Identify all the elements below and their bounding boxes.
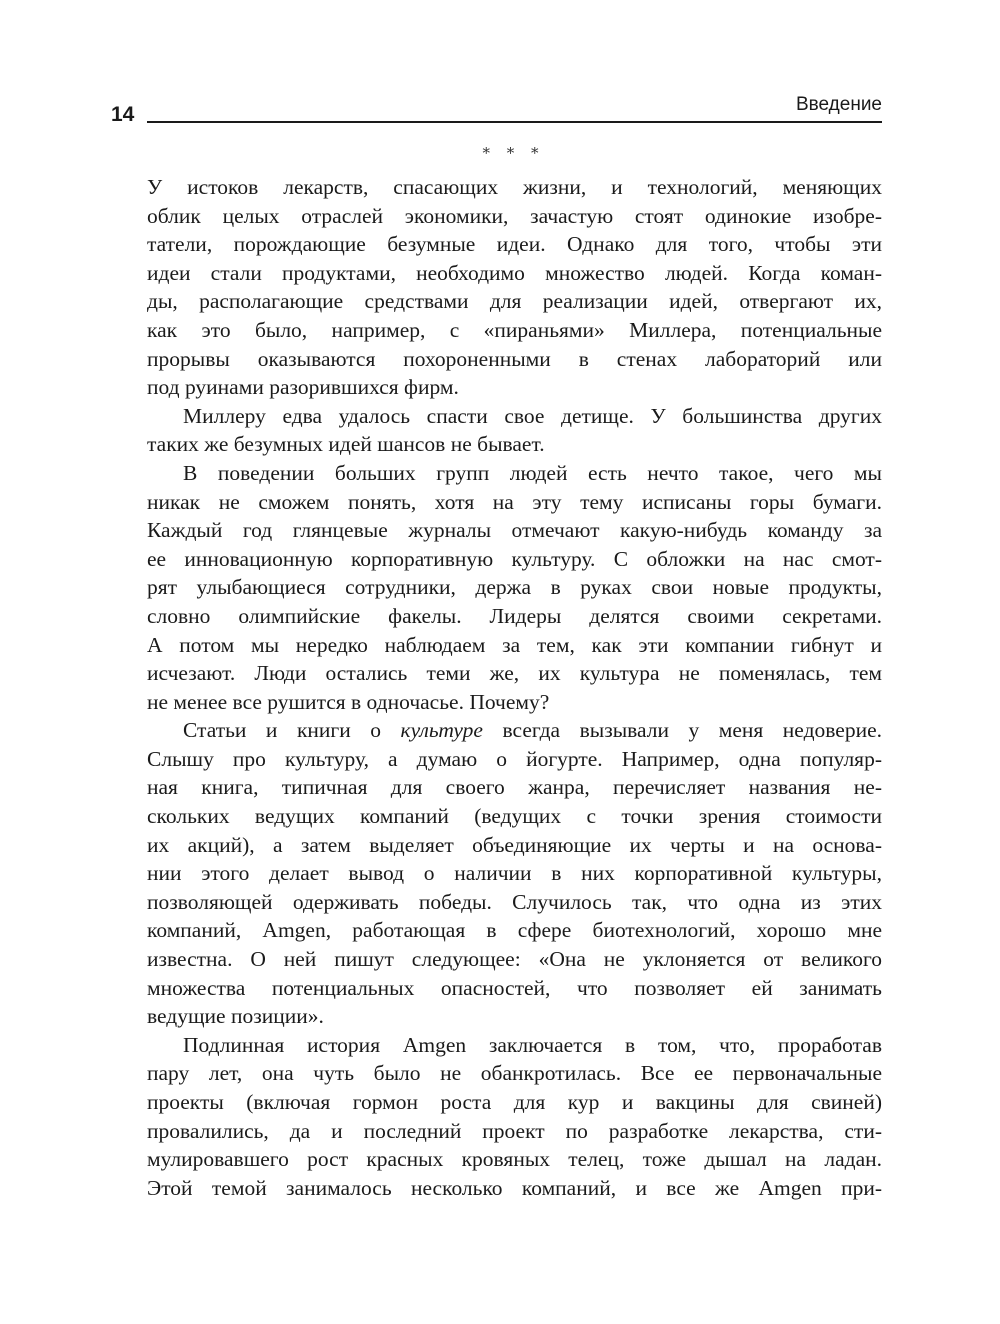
running-title: Введение [795, 94, 882, 115]
text-line: проекты (включая гормон роста для кур и вакцины для свиней) [147, 1090, 882, 1114]
text-line: идеи стали продуктами, необходимо множество людей. Когда коман- [147, 260, 882, 285]
text-line: прорывы оказываются похороненными в стенах лабораторий или [147, 346, 882, 371]
paragraph [147, 459, 882, 716]
text-line: В поведении больших групп людей есть нечто такое, чего мы [183, 460, 882, 485]
text-line: ды, располагающие средствами для реализации идей, отвергают их, [147, 289, 882, 314]
paragraph [147, 402, 882, 459]
text-line: никак не сможем понять, хотя на эту тему исписаны горы бумаги. [147, 489, 882, 514]
text-line: Подлинная история Amgen заключается в том, что, проработав [183, 1032, 882, 1057]
text-line: провалились, да и последний проект по разработке лекарства, сти- [147, 1118, 882, 1143]
text-line: таких же безумных идей шансов не бывает. [147, 432, 545, 457]
text-line: компаний, Amgen, работающая в сфере биотехнологий, хорошо мне [147, 918, 882, 943]
text-line: Этой темой занималось несколько компаний, и все же Amgen при- [147, 1175, 882, 1200]
text-line: Каждый год глянцевые журналы отмечают какую-нибудь команду за [147, 518, 882, 543]
text-line: рят улыбающиеся сотрудники, держа в руках свои новые продукты, [147, 575, 882, 600]
italic-text: культуре [400, 718, 483, 743]
body-text [147, 173, 882, 1202]
text-line: ее инновационную корпоративную культуру. С обложки на нас смот- [147, 546, 882, 571]
text-line: позволяющей одерживать победы. Случилось так, что одна из этих [147, 889, 882, 914]
page-number: 14 [111, 103, 135, 126]
text-line: татели, порождающие безумные идеи. Однако для того, чтобы эти [147, 232, 882, 257]
text-line: Миллеру едва удалось спасти свое детище. У большинства других [183, 403, 882, 428]
text-line: У истоков лекарств, спасающих жизни, и технологий, меняющих [147, 175, 882, 199]
text-line [147, 716, 882, 745]
text-line: Слышу про культуру, а думаю о йогурте. Например, одна популяр- [147, 746, 882, 771]
text-line: ная книга, типичная для своего жанра, перечисляет названия не- [147, 775, 882, 800]
text-line: ведущие позиции». [147, 1004, 324, 1029]
text-line: облик целых отраслей экономики, зачастую стоят одинокие изобре- [147, 203, 882, 228]
paragraph [147, 1031, 882, 1203]
text-line: под руинами разорившихся фирм. [147, 375, 459, 400]
text-line: пару лет, она чуть было не обанкротилась. Все ее первоначальные [147, 1061, 882, 1086]
text-line: множества потенциальных опасностей, что позволяет ей занимать [147, 975, 882, 1000]
text-line: словно олимпийские факелы. Лидеры делятся своими секретами. [147, 603, 882, 628]
text-line: исчезают. Люди остались теми же, их культура не поменялась, тем [147, 661, 882, 686]
text-line: нии этого делает вывод о наличии в них корпоративной культуры, [147, 861, 882, 886]
text-line: мулировавшего рост красных кровяных телец, тоже дышал на ладан. [147, 1147, 882, 1172]
text-segment: Статьи и книги о [183, 718, 401, 743]
text-line: скольких ведущих компаний (ведущих с точки зрения стоимости [147, 804, 882, 829]
text-segment: всегда вызывали у меня недоверие. [482, 718, 883, 743]
paragraph [147, 716, 882, 1031]
paragraph [147, 173, 882, 402]
text-line: как это было, например, с «пираньями» Миллера, потенциальные [147, 317, 882, 342]
text-line: известна. О ней пишут следующее: «Она не уклоняется от великого [147, 947, 882, 972]
text-line: А потом мы нередко наблюдаем за тем, как эти компании гибнут и [147, 632, 882, 657]
text-line: их акций), а затем выделяет объединяющие их черты и на основа- [147, 832, 882, 857]
section-separator: * * * [482, 144, 545, 162]
header-rule [147, 121, 882, 123]
text-line: не менее все рушится в одночасье. Почему? [147, 689, 550, 714]
